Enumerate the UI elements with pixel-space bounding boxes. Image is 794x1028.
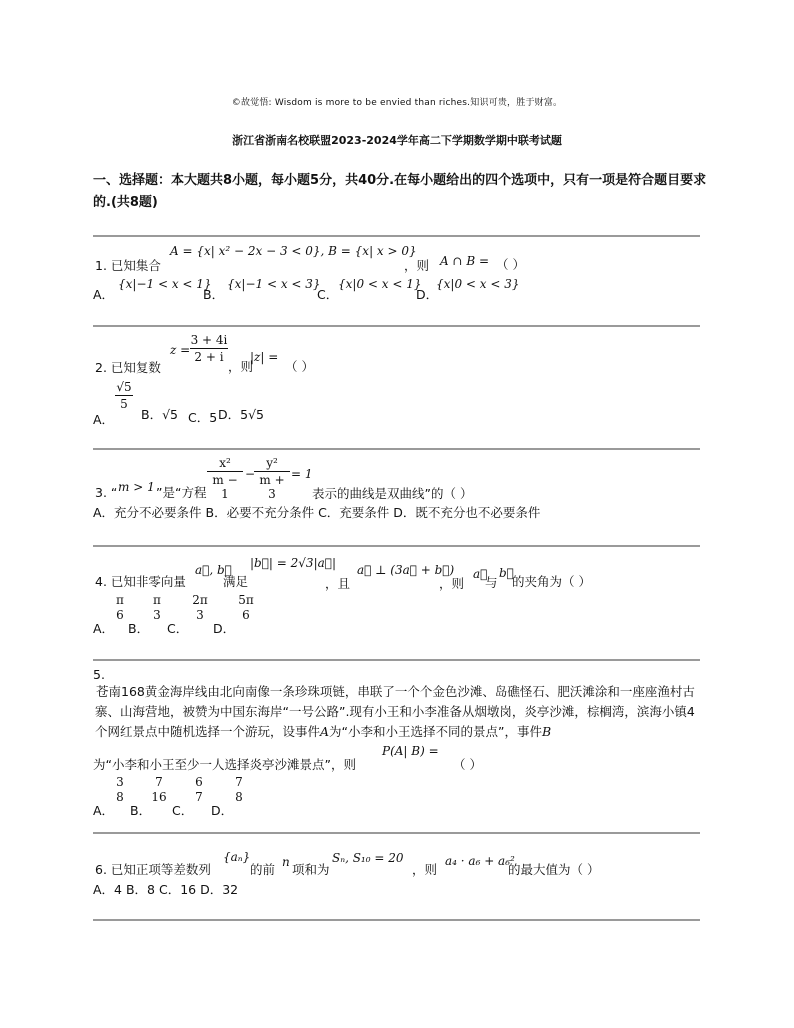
- q4-opt-c-num: 2π: [192, 593, 208, 607]
- q5-number: 5.: [93, 667, 105, 682]
- q4-number: 4. 已知非零向量: [95, 574, 186, 589]
- q5-opt-c-num: 6: [195, 775, 203, 789]
- q2-number: 2. 已知复数: [95, 360, 161, 375]
- q5-body-3: 为“小李和小王至少一人选择炎亭沙滩景点”，则: [93, 757, 356, 772]
- q2-fraction: [190, 333, 228, 364]
- q3-minus: −: [245, 467, 256, 481]
- q3-number: 3. “: [95, 485, 118, 500]
- q5-opt-d-den: 8: [235, 790, 243, 804]
- q6-sum: Sₙ, S₁₀ = 20: [332, 851, 404, 865]
- q4-and: ，且: [325, 576, 351, 591]
- q6-expr: a₄ · a₆ + a₆²: [445, 854, 515, 868]
- q5-opt-b-den: 16: [151, 790, 167, 804]
- q2-opt-a-frac: [115, 380, 133, 411]
- q3-frac-2-den: m + 3: [259, 473, 285, 501]
- q5-opt-c-frac: [193, 775, 205, 804]
- q6-n: n: [282, 855, 290, 869]
- q4-vec-a: a⃗: [473, 567, 488, 581]
- q5-opt-b-frac: [150, 775, 168, 804]
- q1-paren: （ ）: [496, 257, 525, 272]
- motto-line: ©故觉悟: Wisdom is more to be envied than riches.知识可贵，胜于财富。: [231, 98, 563, 108]
- q1-expr: A ∩ B =: [440, 254, 490, 268]
- q1-opt-b-label: B．: [203, 287, 225, 302]
- divider-6: [93, 832, 700, 834]
- q5-event-a: A: [320, 724, 330, 739]
- q3-frac-1-den: m − 1: [212, 473, 238, 501]
- q6-tail: 的最大值为（ ）: [508, 862, 600, 877]
- q2-z-eq: z =: [170, 343, 191, 357]
- q5-opt-a-label: A．: [93, 803, 115, 818]
- q4-then: ，则: [439, 576, 465, 591]
- q5-paren: （ ）: [453, 757, 482, 772]
- q1-opt-c-label: C．: [317, 287, 339, 302]
- divider-3: [93, 448, 700, 450]
- q5-opt-b-num: 7: [155, 775, 163, 789]
- q6-options: A．4 B．8 C．16 D．32: [93, 882, 239, 897]
- q5-opt-d-label: D．: [211, 803, 234, 818]
- q2-fraction-den: 2 + i: [194, 350, 224, 364]
- divider-2: [93, 325, 700, 327]
- divider-1: [93, 235, 700, 237]
- q3-eq: = 1: [291, 467, 313, 481]
- q3-mid: ”是“方程: [156, 485, 207, 500]
- q5-opt-d-frac: [233, 775, 245, 804]
- q6-mid-1: 的前: [250, 862, 276, 877]
- q4-opt-a-num: π: [116, 593, 124, 607]
- q1-opt-a-label: A．: [93, 287, 115, 302]
- q5-body-1: 苍南168黄金海岸线由北向南像一条珍珠项链，串联了一个个金色沙滩、岛礁怪石、肥沃滩涂和一座座渔村古寨、山海营地，被赞为中国东海岸“一号公路”.现有小王和小李准备从烟墩岗，炎亭沙滩，棕榈湾，滨海小镇4个网红景点中随机选择一个游玩，设事件: [95, 684, 695, 739]
- q2-opt-a-label: A．: [93, 412, 115, 427]
- q5-opt-c-label: C．: [172, 803, 194, 818]
- q4-opt-c-label: C．: [167, 621, 189, 636]
- q3-frac-2-num: y²: [266, 456, 278, 470]
- q5-body: [95, 682, 705, 742]
- q2-fraction-num: 3 + 4i: [190, 333, 228, 347]
- q6-then: ，则: [412, 862, 438, 877]
- divider-4: [93, 545, 700, 547]
- q2-paren: （ ）: [285, 359, 314, 374]
- q4-opt-c-den: 3: [196, 608, 204, 622]
- q4-opt-b-label: B．: [128, 621, 150, 636]
- q2-opt-d: D．5√5: [218, 407, 264, 422]
- q3-frac-1-num: x²: [219, 456, 231, 470]
- q4-opt-a-label: A．: [93, 621, 115, 636]
- q4-vectors: a⃗, b⃗: [195, 563, 232, 577]
- q2-opt-c: C．5: [188, 410, 218, 425]
- q1-number: 1. 已知集合: [95, 258, 161, 273]
- q1-opt-d-label: D．: [416, 287, 439, 302]
- q2-then: ，则: [228, 359, 254, 374]
- q4-vec-b: b⃗: [499, 566, 514, 580]
- q6-number: 6. 已知正项等差数列: [95, 862, 211, 877]
- q1-opt-b: {x|−1 < x < 3}: [227, 277, 321, 291]
- q5-event-b: B: [542, 724, 552, 739]
- q2-opt-b: B．√5: [141, 407, 178, 422]
- q4-opt-a-frac: [113, 593, 127, 622]
- q5-opt-a-frac: [114, 775, 126, 804]
- q4-opt-a-den: 6: [116, 608, 124, 622]
- q4-opt-d-den: 6: [242, 608, 250, 622]
- q4-opt-b-frac: [150, 593, 164, 622]
- q5-opt-d-num: 7: [235, 775, 243, 789]
- q4-tail: 的夹角为（ ）: [512, 574, 591, 589]
- divider-5: [93, 659, 700, 661]
- q4-cond-2: a⃗ ⊥ (3a⃗ + b⃗): [357, 563, 455, 577]
- q1-then: ，则: [404, 258, 430, 273]
- q6-seq: {aₙ}: [223, 850, 251, 864]
- q5-opt-a-num: 3: [116, 775, 124, 789]
- q4-with: 与: [485, 575, 498, 590]
- q2-opt-a-num: √5: [116, 380, 132, 394]
- exam-title: 浙江省浙南名校联盟2023-2024学年高二下学期数学期中联考试题: [232, 134, 562, 147]
- q4-opt-d-label: D．: [213, 621, 236, 636]
- q3-options: A．充分不必要条件 B．必要不充分条件 C．充要条件 D．既不充分也不必要条件: [93, 505, 541, 520]
- q2-abs: |z| =: [250, 350, 279, 364]
- section-heading: 一、选择题：本大题共8小题，每小题5分，共40分.在每小题给出的四个选项中，只有一项是符合题目要求的.(共8题): [93, 173, 707, 210]
- q5-opt-a-den: 8: [116, 790, 124, 804]
- q3-condition: m > 1: [118, 480, 155, 494]
- q4-opt-d-frac: [236, 593, 256, 622]
- q3-frac-2: [254, 456, 290, 501]
- q5-opt-c-den: 7: [195, 790, 203, 804]
- divider-7: [93, 919, 700, 921]
- q1-opt-c: {x|0 < x < 1}: [338, 277, 422, 291]
- q5-prob: P(A| B) =: [382, 744, 439, 758]
- q4-opt-b-num: π: [153, 593, 161, 607]
- q4-opt-c-frac: [190, 593, 210, 622]
- q4-cond-1: |b⃗| = 2√3|a⃗|: [250, 556, 337, 570]
- q5-body-2: 为“小李和小王选择不同的景点”，事件: [329, 724, 542, 739]
- q4-satisfy: 满足: [223, 574, 249, 589]
- q3-tail: 表示的曲线是双曲线”的（ ）: [312, 486, 473, 501]
- q1-sets: A = {x| x² − 2x − 3 < 0}, B = {x| x > 0}: [170, 244, 417, 258]
- q2-opt-a-den: 5: [120, 397, 128, 411]
- q4-opt-d-num: 5π: [238, 593, 254, 607]
- q1-opt-a: {x|−1 < x < 1}: [118, 277, 212, 291]
- q4-opt-b-den: 3: [153, 608, 161, 622]
- q6-mid-2: 项和为: [292, 862, 330, 877]
- q1-opt-d: {x|0 < x < 3}: [436, 277, 520, 291]
- q3-frac-1: [207, 456, 243, 501]
- q5-opt-b-label: B．: [130, 803, 152, 818]
